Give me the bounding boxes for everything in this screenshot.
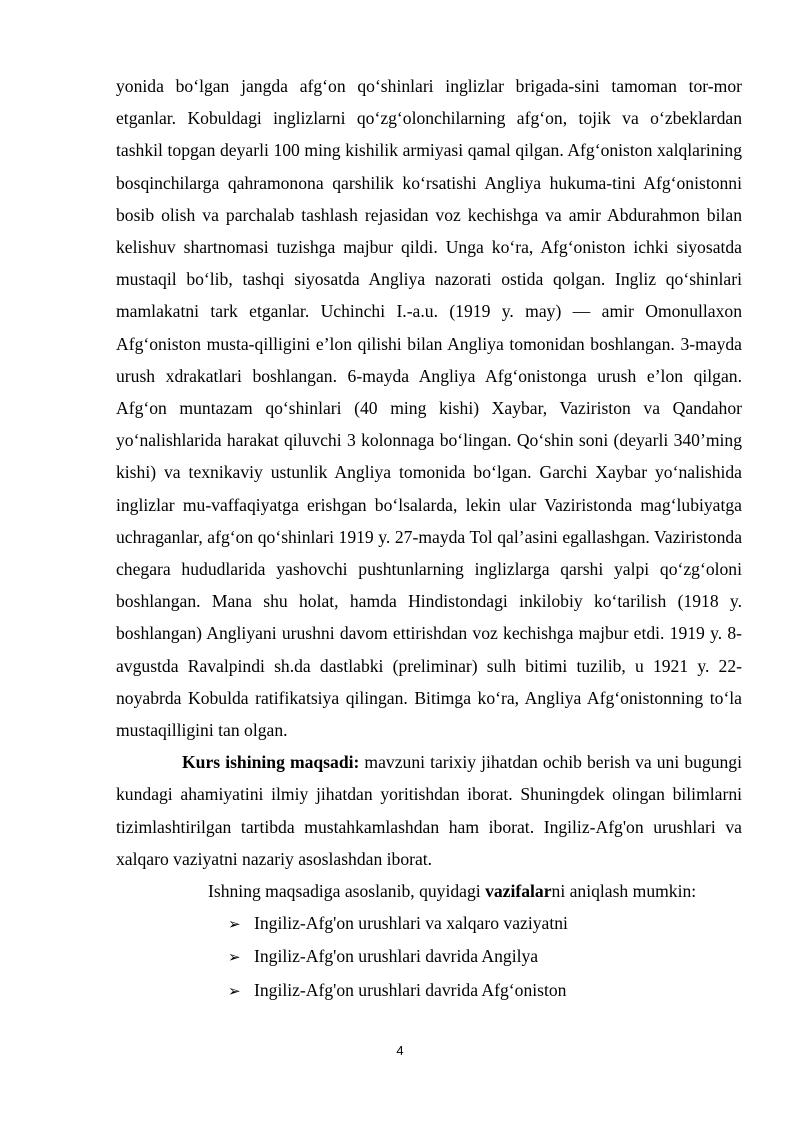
tasks-intro-bold: vazifalar (485, 881, 552, 902)
goal-text: mavzuni tarixiy jihatdan ochib berish va uni bugungi kundagi ahamiyatini ilmiy jihatdan yoritishdan iborat. Shuningdek olingan bilimlarni tizimlashtirilgan tartibda mustahkamlashdan ham iborat. Ingiliz-Afg'on urushlari va xalqaro vaziyatni nazariy asoslashdan iborat. (116, 752, 742, 869)
task-text: Ingiliz-Afg'on urushlari va xalqaro vaziyatni (254, 913, 568, 934)
task-text: Ingiliz-Afg'on urushlari davrida Afg‘oniston (254, 979, 567, 1000)
arrow-right-icon: ➢ (228, 948, 241, 967)
arrow-right-icon: ➢ (228, 981, 241, 1000)
tasks-list (116, 907, 742, 1007)
tasks-intro-before: Ishning maqsadiga asoslanib, quyidagi (208, 881, 486, 902)
task-text: Ingiliz-Afg'on urushlari davrida Angilya (254, 946, 539, 967)
list-item (228, 940, 742, 973)
history-paragraph: yonida bo‘lgan jangda afg‘on qo‘shinlari inglizlar brigada-sini tamoman tor-mor etganlar. Kobuldagi inglizlarni qo‘zg‘olonchilarning afg‘on, tojik va o‘zbeklardan tashkil topgan deyarli 100 ming kishilik armiyasi qamal qilgan. Afg‘oniston xalqlarining bosqinchilarga qahramonona qarshilik ko‘rsatishi Angliya hukuma-tini Afg‘onistonni bosib olish va parchalab tashlash rejasidan voz kechishga va amir Abdurahmon bilan kelishuv shartnomasi tuzishga majbur qildi. Unga ko‘ra, Afg‘oniston ichki siyosatda mustaqil bo‘lib, tashqi siyosatda Angliya nazorati ostida qolgan. Ingliz qo‘shinlari mamlakatni tark etganlar. Uchinchi I.-a.u. (1919 y. may) — amir Omonullaxon Afg‘oniston musta-qilligini e’lon qilishi bilan Angliya tomonidan boshlangan. 3-mayda urush xdrakatlari boshlangan. 6-mayda Angliya Afg‘onistonga urush e’lon qilgan. Afg‘on muntazam qo‘shinlari (40 ming kishi) Xaybar, Vaziriston va Qandahor yo‘nalishlarida harakat qiluvchi 3 kolonnaga bo‘lingan. Qo‘shin soni (deyarli 340’ming kishi) va texnikaviy ustunlik Angliya tomonida bo‘lgan. Garchi Xaybar yo‘nalishida inglizlar mu-vaffaqiyatga erishgan bo‘lsalarda, lekin ular Vaziristonda mag‘lubiyatga uchraganlar, afg‘on qo‘shinlari 1919 y. 27-mayda Tol qal’asini egallashgan. Vaziristonda chegara hududlarida yashovchi pushtunlarning inglizlarga qarshi yalpi qo‘zg‘oloni boshlangan. Mana shu holat, hamda Hindistondagi inkilobiy ko‘tarilish (1918 y. boshlangan) Angliyani urushni davom ettirishdan voz kechishga majbur etdi. 1919 y. 8-avgustda Ravalpindi sh.da dastlabki (preliminar) sulh bitimi tuzilib, u 1921 y. 22-noyabrda Kobulda ratifikatsiya qilingan. Bitimga ko‘ra, Angliya Afg‘onistonning to‘la mustaqilligini tan olgan. (116, 76, 742, 741)
tasks-intro-after: ni aniqlash mumkin: (551, 881, 697, 902)
goal-paragraph (116, 746, 742, 875)
document-body (116, 70, 742, 1007)
goal-label: Kurs ishining maqsadi: (182, 752, 360, 773)
tasks-intro (116, 875, 742, 907)
list-item (228, 974, 742, 1007)
page-number: 4 (396, 1043, 404, 1058)
arrow-right-icon: ➢ (228, 915, 241, 934)
list-item (228, 907, 742, 940)
